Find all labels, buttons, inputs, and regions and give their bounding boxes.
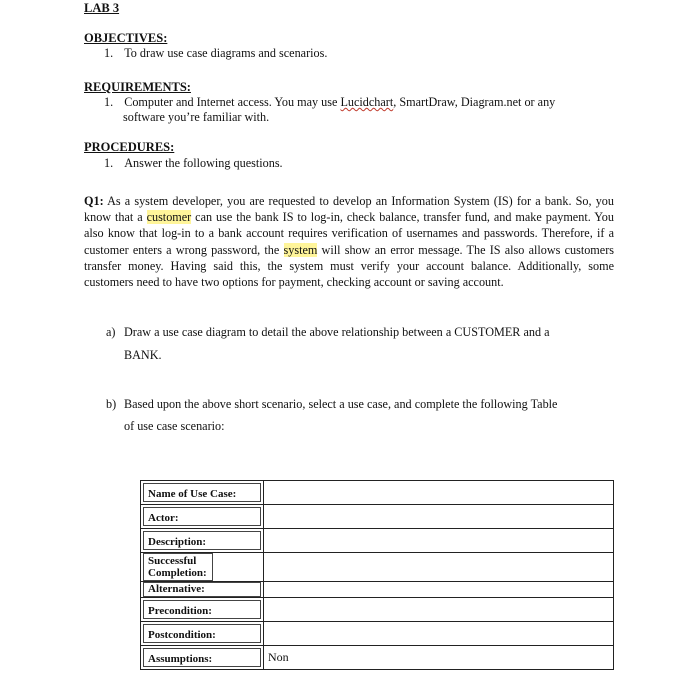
row-label: Actor: <box>143 507 261 526</box>
table-row <box>141 553 614 582</box>
procedures-item-text: Answer the following questions. <box>124 156 283 170</box>
list-number: 1. <box>104 46 114 60</box>
table-row <box>141 598 614 622</box>
table-value-cell[interactable] <box>264 598 614 622</box>
row-label: Name of Use Case: <box>143 483 261 502</box>
table-label-cell <box>141 582 264 598</box>
use-case-table <box>140 480 614 670</box>
part-b-line1: Based upon the above short scenario, select a use case, and complete the following Table <box>124 397 558 411</box>
requirements-item-line2: software you’re familiar with. <box>123 110 270 124</box>
table-row <box>141 529 614 553</box>
procedures-heading: PROCEDURES: <box>84 140 175 154</box>
table-label-cell <box>141 529 264 553</box>
row-label: Successful Completion: <box>143 553 213 581</box>
lab-title: LAB 3 <box>84 1 120 15</box>
row-label: Assumptions: <box>143 648 261 667</box>
q1-text-1: As a system developer, you are requested to develop an Information System (IS) for a bank. So, you know that a <box>84 194 614 225</box>
table-value-cell[interactable] <box>264 553 614 582</box>
q1-paragraph <box>84 193 614 290</box>
table-label-cell <box>141 505 264 529</box>
table-value-cell[interactable] <box>264 481 614 505</box>
row-label: Precondition: <box>143 600 261 619</box>
table-label-cell <box>141 553 264 582</box>
highlight-customer: customer <box>146 210 192 225</box>
objectives-item <box>104 46 327 61</box>
table-value-cell[interactable] <box>264 529 614 553</box>
table-value-cell[interactable]: Non <box>264 646 614 670</box>
row-label: Alternative: <box>143 582 261 597</box>
requirements-heading: REQUIREMENTS: <box>84 80 191 94</box>
part-a-marker: a) <box>106 325 116 339</box>
part-b-marker: b) <box>106 397 117 411</box>
procedures-item <box>104 156 283 171</box>
highlight-system: system <box>283 242 318 257</box>
part-a-line2: BANK. <box>124 348 162 362</box>
table-row <box>141 646 614 670</box>
part-a-line1: Draw a use case diagram to detail the above relationship between a CUSTOMER and a <box>124 325 550 339</box>
row-label: Postcondition: <box>143 624 261 643</box>
part-b-line2: of use case scenario: <box>124 419 225 433</box>
table-label-cell <box>141 481 264 505</box>
table-value-cell[interactable] <box>264 622 614 646</box>
objectives-heading: OBJECTIVES: <box>84 31 168 45</box>
list-number: 1. <box>104 156 114 170</box>
table-row <box>141 622 614 646</box>
table-label-cell <box>141 622 264 646</box>
q1-label: Q1: <box>84 194 104 208</box>
table-label-cell <box>141 598 264 622</box>
objectives-item-text: To draw use case diagrams and scenarios. <box>124 46 328 60</box>
q1-text-2: can use the bank IS to log-in, check balance, transfer fund, and make payment. You also know that log-in to a bank account requires verification of usernames and passwords. Therefore, if a customer enters a wrong password, the <box>84 210 614 257</box>
table-row <box>141 582 614 598</box>
lucidchart-link[interactable]: Lucidchart <box>340 95 394 109</box>
table-value-cell[interactable] <box>264 505 614 529</box>
row-label: Description: <box>143 531 261 550</box>
table-label-cell <box>141 646 264 670</box>
requirements-text-b: , SmartDraw, Diagram.net or any <box>393 95 556 109</box>
table-row <box>141 481 614 505</box>
table-value-cell[interactable] <box>264 582 614 598</box>
requirements-text-a: Computer and Internet access. You may use <box>124 95 341 109</box>
table-row <box>141 505 614 529</box>
requirements-item <box>104 95 616 110</box>
list-number: 1. <box>104 95 114 109</box>
q1-text-3: will show an error message. The IS also allows customers transfer money. Having said this, the system must verify your account balance. Additionally, some customers need to have two options for payment, checking account or saving account. <box>84 242 615 290</box>
